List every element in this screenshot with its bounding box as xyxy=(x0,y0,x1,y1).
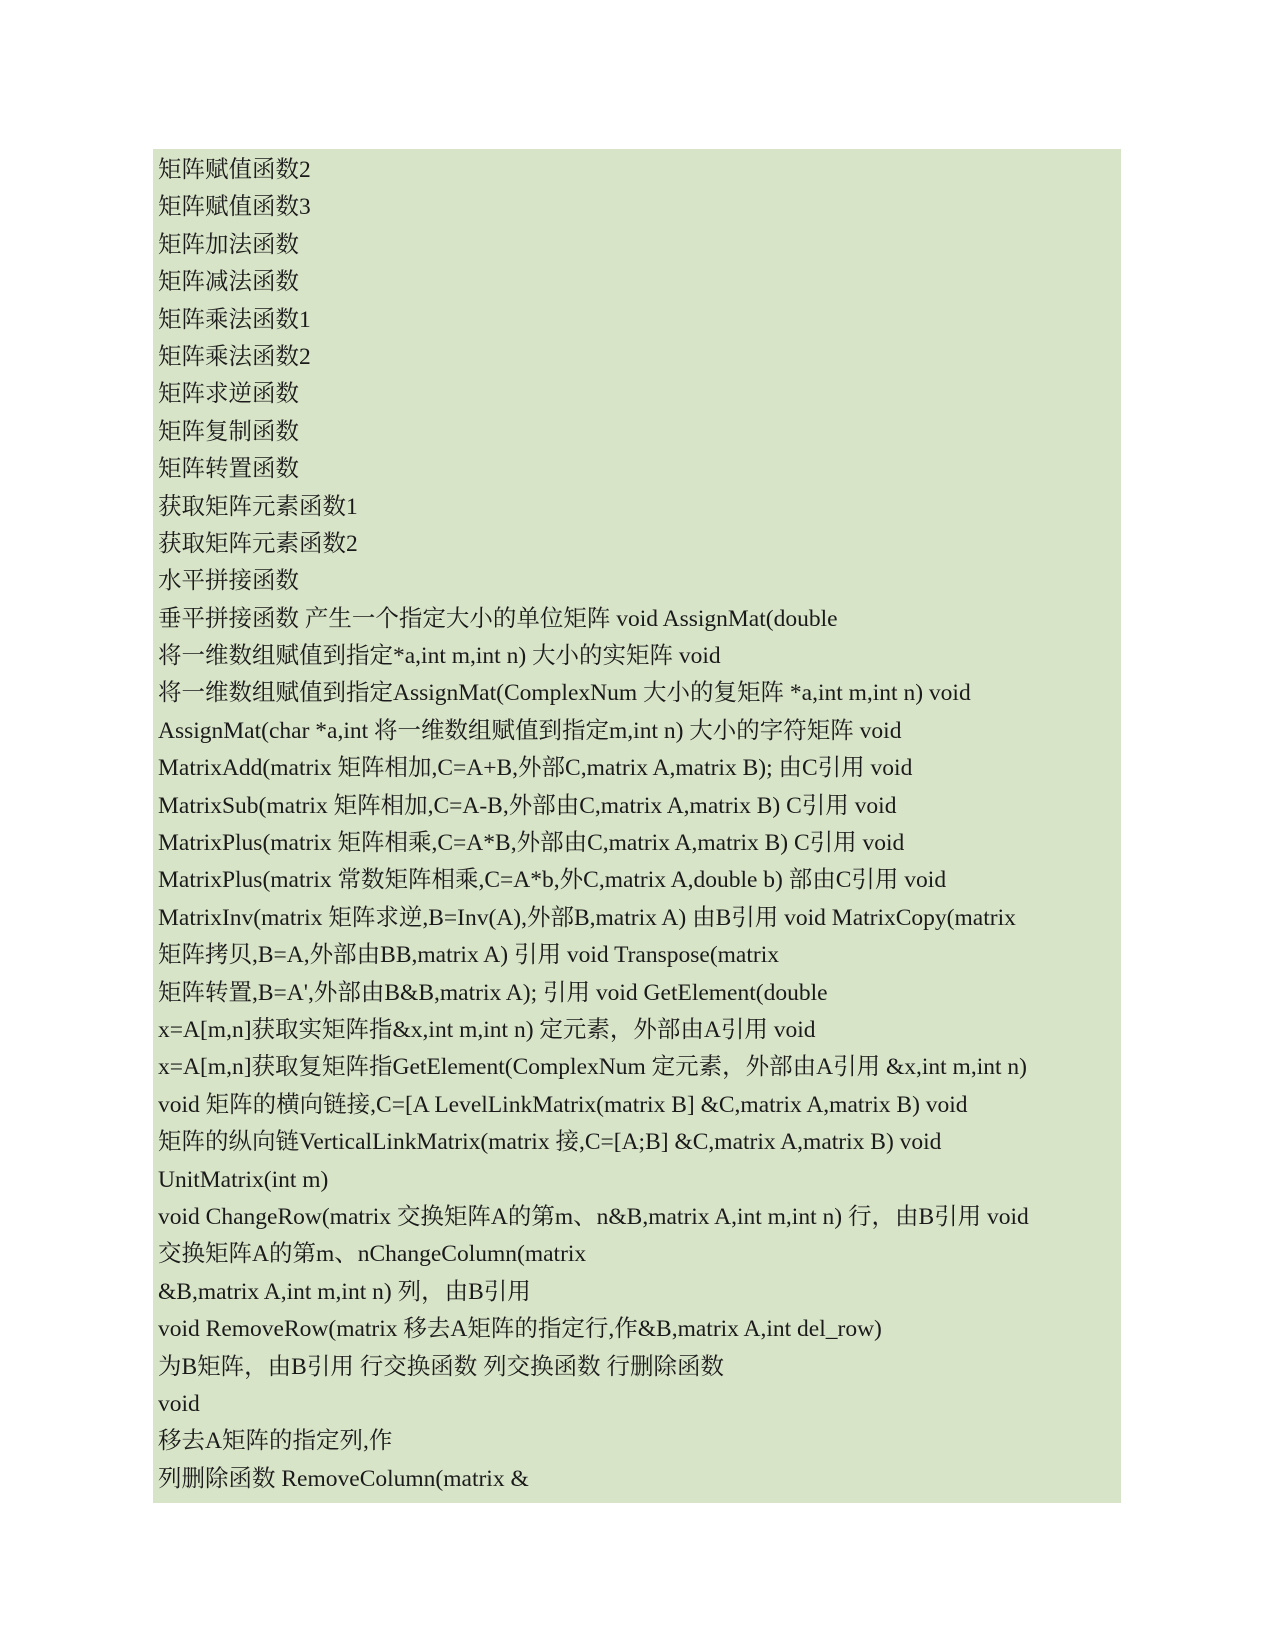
text-line: 矩阵减法函数 xyxy=(158,269,299,296)
text-line: 矩阵乘法函数1 xyxy=(158,306,311,333)
text-line: 为B矩阵，由B引用 行交换函数 列交换函数 行删除函数 xyxy=(158,1353,724,1380)
text-line: 获取矩阵元素函数2 xyxy=(158,530,358,557)
text-line: 移去A矩阵的指定列,作 xyxy=(158,1428,393,1455)
text-line: 矩阵求逆函数 xyxy=(158,381,299,408)
text-line: 矩阵拷贝,B=A,外部由BB,matrix A) 引用 void Transpose(matrix xyxy=(158,942,779,969)
text-line: &B,matrix A,int m,int n) 列，由B引用 xyxy=(158,1278,531,1305)
text-line: 矩阵转置函数 xyxy=(158,456,299,483)
text-line: 矩阵赋值函数2 xyxy=(158,157,311,183)
text-line: void xyxy=(158,1390,200,1417)
text-line: 将一维数组赋值到指定AssignMat(ComplexNum 大小的复矩阵 *a,int m,int n) void xyxy=(158,680,971,707)
text-line: MatrixAdd(matrix 矩阵相加,C=A+B,外部C,matrix A,matrix B); 由C引用 void xyxy=(158,755,913,782)
text-line: MatrixSub(matrix 矩阵相加,C=A-B,外部由C,matrix A,matrix B) C引用 void xyxy=(158,792,897,819)
text-line: MatrixPlus(matrix 矩阵相乘,C=A*B,外部由C,matrix A,matrix B) C引用 void xyxy=(158,830,905,857)
text-line: AssignMat(char *a,int 将一维数组赋值到指定m,int n) 大小的字符矩阵 void xyxy=(158,717,902,744)
text-line: 获取矩阵元素函数1 xyxy=(158,493,358,520)
text-line: void ChangeRow(matrix 交换矩阵A的第m、n&B,matrix A,int m,int n) 行，由B引用 void xyxy=(158,1203,1029,1230)
text-lines xyxy=(158,152,1118,1498)
text-line: void 矩阵的横向链接,C=[A LevelLinkMatrix(matrix B] &C,matrix A,matrix B) void xyxy=(158,1091,968,1118)
text-line: MatrixInv(matrix 矩阵求逆,B=Inv(A),外部B,matrix A) 由B引用 void MatrixCopy(matrix xyxy=(158,904,1016,931)
text-line: 列删除函数 RemoveColumn(matrix & xyxy=(158,1465,529,1492)
text-line: 矩阵乘法函数2 xyxy=(158,343,311,370)
text-line: x=A[m,n]获取复矩阵指GetElement(ComplexNum 定元素，外部由A引用 &x,int m,int n) xyxy=(158,1054,1027,1081)
text-line: x=A[m,n]获取实矩阵指&x,int m,int n) 定元素，外部由A引用 void xyxy=(158,1016,816,1043)
text-line: 矩阵复制函数 xyxy=(158,418,299,445)
text-line: 水平拼接函数 xyxy=(158,568,299,595)
text-line: 矩阵加法函数 xyxy=(158,231,299,258)
text-line: void RemoveRow(matrix 移去A矩阵的指定行,作&B,matrix A,int del_row) xyxy=(158,1316,882,1343)
text-line: MatrixPlus(matrix 常数矩阵相乘,C=A*b,外C,matrix A,double b) 部由C引用 void xyxy=(158,867,947,894)
text-line: 交换矩阵A的第m、nChangeColumn(matrix xyxy=(158,1241,587,1268)
text-line: 将一维数组赋值到指定*a,int m,int n) 大小的实矩阵 void xyxy=(158,643,721,670)
text-line: 垂平拼接函数 产生一个指定大小的单位矩阵 void AssignMat(double xyxy=(158,605,838,632)
text-line: 矩阵转置,B=A',外部由B&B,matrix A); 引用 void GetElement(double xyxy=(158,979,828,1006)
text-line: UnitMatrix(int m) xyxy=(158,1166,329,1193)
text-line: 矩阵赋值函数3 xyxy=(158,194,311,221)
text-line: 矩阵的纵向链VerticalLinkMatrix(matrix 接,C=[A;B] &C,matrix A,matrix B) void xyxy=(158,1129,942,1156)
